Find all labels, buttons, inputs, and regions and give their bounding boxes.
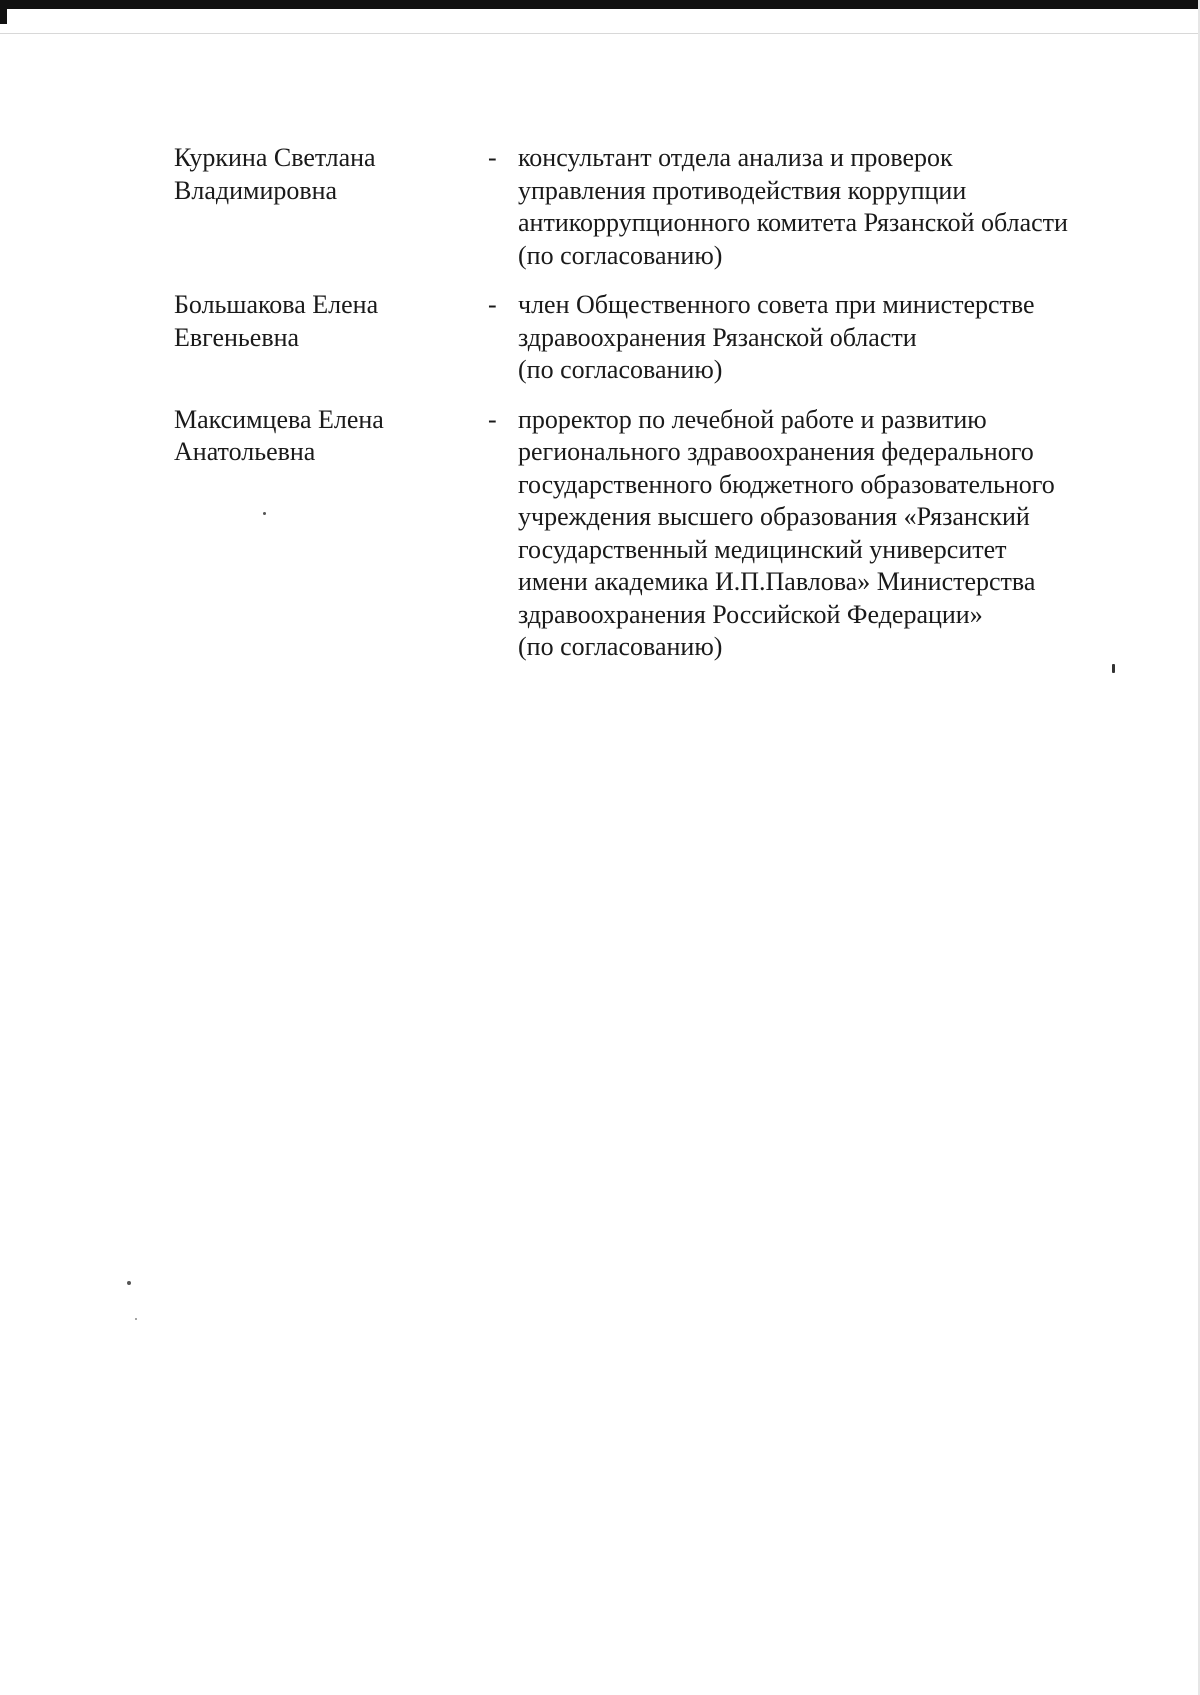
member-role <box>518 404 1134 664</box>
member-name-line: Большакова Елена <box>174 290 379 319</box>
member-role-line: учреждения высшего образования «Рязанский <box>518 502 1030 531</box>
member-role-line: (по согласованию) <box>518 632 723 661</box>
member-role-line: государственный медицинский университет <box>518 534 1007 564</box>
member-row-bolshakova <box>174 289 1134 387</box>
member-role-line: член Общественного совета при министерстве <box>518 290 1035 319</box>
member-role <box>518 142 1134 272</box>
member-dash: - <box>488 404 497 434</box>
member-role-line: здравоохранения Российской Федерации» <box>518 599 983 629</box>
member-row-maksimtseva <box>174 404 1134 664</box>
member-role-line: проректор по лечебной работе и развитию <box>518 404 987 434</box>
scan-fold-line <box>0 33 1200 34</box>
member-name-line: Евгеньевна <box>174 322 300 352</box>
member-name <box>174 289 480 354</box>
member-dash: - <box>488 143 497 172</box>
scan-corner-mark <box>0 0 7 24</box>
member-name-line: Анатольевна <box>174 437 316 466</box>
member-role-line: антикоррупционного комитета Рязанской области <box>518 208 1068 237</box>
member-role-line: регионального здравоохранения федерального <box>518 437 1034 466</box>
scan-top-border <box>0 0 1200 9</box>
member-name <box>174 404 480 469</box>
scan-speck <box>1112 664 1115 673</box>
commission-member-list <box>174 142 1134 664</box>
member-role <box>518 289 1134 387</box>
scan-speck <box>127 1281 131 1285</box>
scan-speck <box>263 512 266 515</box>
member-role-line: консультант отдела анализа и проверок <box>518 143 953 172</box>
member-role-line: имени академика И.П.Павлова» Министерства <box>518 567 1036 596</box>
member-name-line: Владимировна <box>174 175 338 205</box>
member-role-line: государственного бюджетного образовательного <box>518 469 1055 499</box>
member-role-line: (по согласованию) <box>518 240 723 270</box>
member-name-line: Куркина Светлана <box>174 143 376 172</box>
member-name <box>174 142 480 207</box>
member-role-line: здравоохранения Рязанской области <box>518 322 917 352</box>
member-name-line: Максимцева Елена <box>174 404 384 434</box>
member-dash: - <box>488 290 497 319</box>
scan-speck <box>135 1318 137 1320</box>
member-row-kurkina <box>174 142 1134 272</box>
member-role-line: (по согласованию) <box>518 355 723 384</box>
member-role-line: управления противодействия коррупции <box>518 175 967 205</box>
